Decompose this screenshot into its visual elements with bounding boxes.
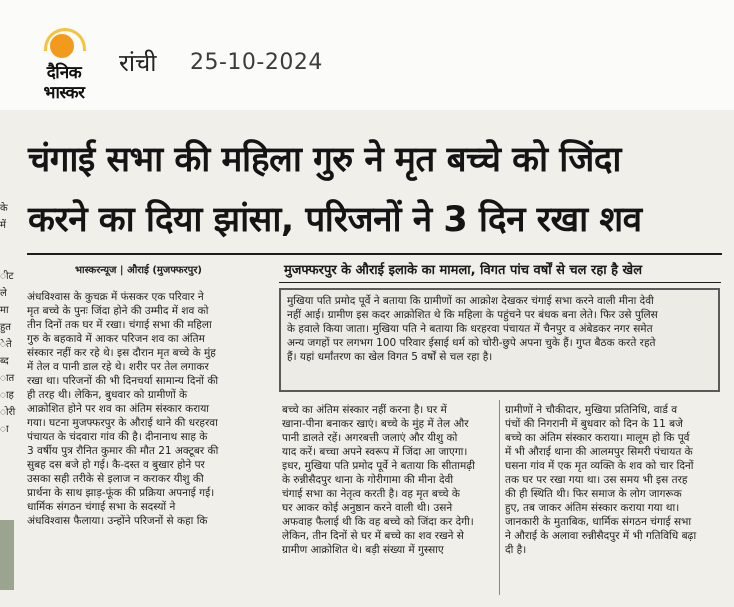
fragment-line: ेते [0, 339, 12, 350]
text-line: रखा था। परिजनों की भी दिनचर्या सामान्य दिनों की [27, 375, 219, 387]
text-line: याद करें। बच्चा अपने स्वरूप में जिंदा आ जाएगा। [282, 446, 468, 458]
sun-icon [50, 34, 74, 58]
box-text-line: हैं। यहां धर्मांतरण का खेल विगत 5 वर्षों से चल रहा है। [287, 351, 493, 363]
newspaper-header [0, 0, 734, 110]
article-column-1 [27, 290, 270, 528]
text-line: की ही स्थिति थी। फिर समाज के लोग जागरूक [505, 488, 682, 500]
text-line: 3 वर्षीय पुत्र रौनित कुमार की मौत 21 अक्टूबर की [27, 445, 219, 457]
text-line: दी है। [505, 544, 527, 556]
text-line: ग्रामीण आक्रोशित थे। बड़ी संख्या में गुस्साए [282, 544, 444, 556]
article-column-2 [282, 403, 497, 557]
text-line: उसका सही तरीके से इलाज न कराकर यीशु की [27, 473, 204, 485]
fragment-line: मा [0, 305, 9, 316]
edition-city: रांची [119, 49, 157, 77]
text-line: प्रार्थना के साथ झाड़-फूंक की प्रक्रिया अपनाई गई। [27, 487, 215, 499]
headline-rule [27, 253, 722, 255]
box-text-line: अन्य जगहों पर लगभग 100 परिवार ईसाई धर्म को चोरी-छुपे अपना चुके हैं। गुप्त बैठक करते रहते [287, 337, 656, 349]
text-line: चंगाई सभा का नेतृत्व करती है। वह मृत बच्चे के [282, 488, 460, 500]
text-line: अंधविश्वास के कुचक्र में फंसकर एक परिवार ने [27, 291, 204, 303]
box-text-line: नहीं आई। ग्रामीण इस कदर आक्रोशित थे कि महिला के पहुंचने पर बंधक बना लेते। फिर उसे पुलिस [287, 309, 658, 321]
fragment-line: ा [0, 424, 9, 435]
subhead-rule [279, 282, 721, 283]
text-line: ग्रामीणों ने चौकीदार, मुखिया प्रतिनिधि, वार्ड व [505, 404, 678, 416]
text-line: में तेल व पानी डाल रहे थे। शरीर पर तेल लगाकर [27, 361, 209, 373]
column-divider [499, 400, 500, 595]
headline-line-2: करने का दिया झांसा, परिजनों ने 3 दिन रखा शव [28, 200, 642, 240]
text-line: ही तरह थी। लेकिन, बुधवार को ग्रामीणों के [27, 389, 188, 401]
fragment-line: हुत [0, 322, 12, 333]
box-text-line: मुखिया पति प्रमोद पूर्वे ने बताया कि ग्रामीणों का आक्रोश देखकर चंगाई सभा करने वाली मीना देवी [287, 295, 654, 307]
text-line: मृत बच्चे के पुनः जिंदा होने की उम्मीद में शव को [27, 305, 209, 317]
text-line: हुए, तब जाकर अंतिम संस्कार कराया गया था। [505, 502, 680, 514]
text-line: घर आकर कोई अनुष्ठान करने वाली थी। उसने [282, 502, 453, 514]
dainik-bhaskar-logo [24, 30, 100, 103]
quote-box-text [281, 290, 718, 368]
fragment-line: ाह [0, 390, 14, 401]
fragment-line: के [0, 203, 8, 214]
byline: भास्करन्यूज | औराई (मुजफ्फरपुर) [75, 265, 203, 276]
text-line: पानी डालते रहें। अगरबत्ती जलाएं और यीशु को [282, 432, 458, 444]
text-line: घसना गांव में एक मृत व्यक्ति के शव को चार दिनों [505, 460, 694, 472]
headline-line-1: चंगाई सभा की महिला गुरु ने मृत बच्चे को जिंदा [28, 140, 621, 180]
text-line: ने औराई के अलावा रुन्नीसैदपुर में भी गतिविधि बढ़ा [505, 530, 697, 542]
fragment-line: ले [0, 288, 7, 299]
fragment-line: ब्द [0, 356, 9, 367]
text-line: तक घर पर रखा गया था। उस समय भी इस तरह [505, 474, 688, 486]
text-line: खाना-पीना बनाकर खाएं। बच्चे के मुंह में तेल और [282, 418, 469, 430]
logo-line2: भास्कर [43, 83, 85, 103]
text-line: तीन दिनों तक घर में रखा। चंगाई सभा की महिला [27, 319, 212, 331]
text-line: आक्रोशित होने पर शव का अंतिम संस्कार कराया [27, 403, 210, 415]
text-line: सुबह दस बजे हो गई। कै-दस्त व बुखार होने पर [27, 459, 205, 471]
text-line: पंचों की निगरानी में बुधवार को दिन के 11 बजे [505, 418, 683, 430]
fragment-line: में [0, 220, 6, 231]
text-line: संस्कार नहीं कर रहे थे। इस दौरान मृत बच्चे के मुंह [27, 347, 216, 359]
text-line: धार्मिक संगठन चंगाई सभा के सदस्यों ने [27, 501, 176, 513]
adjacent-photo-edge [0, 520, 14, 590]
edition-date: 25-10-2024 [190, 50, 323, 75]
text-line: इधर, मुखिया पति प्रमोद पूर्वे ने बताया कि सीतामढ़ी [282, 460, 475, 472]
text-line: अंधविश्वास फैलाया। उन्होंने परिजनों से कहा कि [27, 515, 208, 527]
text-line: अफवाह फैलाई थी कि वह बच्चे को जिंदा कर देगी। [282, 516, 474, 528]
logo-line1: दैनिक [46, 63, 82, 83]
fragment-line [0, 234, 20, 251]
text-line: बच्चे का अंतिम संस्कार नहीं करना है। घर में [282, 404, 447, 416]
quote-box [279, 288, 720, 392]
fragment-line: ात [0, 373, 15, 384]
article-column-3 [505, 403, 720, 557]
box-text-line: के हवाले किया जाता। मुखिया पति ने बताया कि धरहरवा पंचायत में चैनपुर व अंबेडकर नगर समेत [287, 323, 653, 335]
text-line: पंचायत के चंदवारा गांव की है। दीनानाथ साह के [27, 431, 208, 443]
text-line: गुरु के बहकावे में आकर परिजन शव का अंतिम [27, 333, 205, 345]
text-line: बच्चे का अंतिम संस्कार कराया। मालूम हो कि पूर्व [505, 432, 690, 444]
fragment-line [0, 251, 20, 268]
text-line: लेकिन, तीन दिनों से घर में बच्चे का शव रखने से [282, 530, 464, 542]
subheadline: मुजफ्फरपुर के औराई इलाके का मामला, विगत पांच वर्षों से चल रहा है खेल [284, 263, 643, 278]
fragment-line: ोरी [0, 407, 16, 418]
fragment-line: ीट [0, 271, 14, 282]
text-line: गया। घटना मुजफ्फरपुर के औराई थाने की धरहरवा [27, 417, 218, 429]
text-line: में भी औराई थाना की आलमपुर सिमरी पंचायत के [505, 446, 693, 458]
text-line: के रुन्नीसैदपुर थाना के गोरीगामा की मीना देवी [282, 474, 454, 486]
text-line: जानकारी के मुताबिक, धार्मिक संगठन चंगाई सभा [505, 516, 692, 528]
adjacent-article-fragment [0, 200, 20, 438]
